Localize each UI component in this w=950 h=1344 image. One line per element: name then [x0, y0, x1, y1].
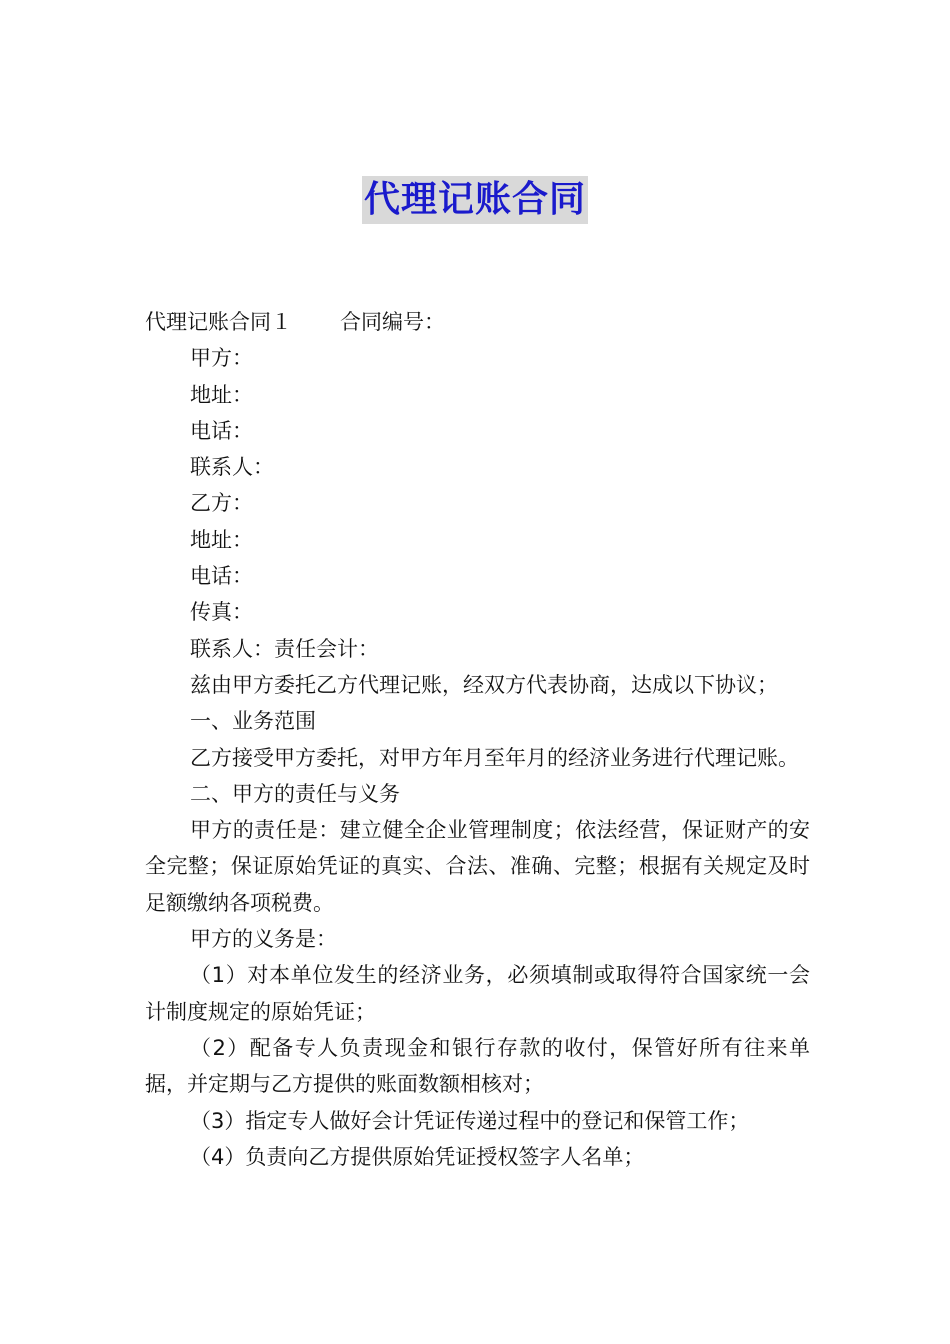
party-b-label: 乙方： — [190, 491, 253, 516]
section1-text: 乙方接受甲方委托，对甲方年月至年月的经济业务进行代理记账。 — [190, 745, 799, 770]
contract-number-label: 合同编号： — [340, 310, 445, 334]
party-a-obligation-heading: 甲方的义务是： — [190, 927, 337, 952]
heading-line — [145, 304, 810, 340]
party-b-phone: 电话： — [190, 564, 253, 589]
party-b-contact: 联系人：责任会计： — [190, 636, 379, 661]
party-a-responsibility: 甲方的责任是：建立健全企业管理制度；依法经营，保证财产的安全完整；保证原始凭证的真实、合法、准确、完整；根据有关规定及时足额缴纳各项税费。 — [145, 818, 810, 915]
party-a-address: 地址： — [190, 382, 253, 407]
party-a-label: 甲方： — [190, 346, 253, 371]
section2-heading: 二、甲方的责任与义务 — [190, 781, 400, 806]
intro-paragraph: 兹由甲方委托乙方代理记账，经双方代表协商，达成以下协议； — [190, 672, 778, 697]
obligation-item: （4）负责向乙方提供原始凭证授权签字人名单； — [190, 1144, 645, 1169]
party-a-contact: 联系人： — [190, 455, 274, 480]
title-container — [0, 176, 950, 224]
party-b-fax: 传真： — [190, 600, 253, 625]
party-b-address: 地址： — [190, 527, 253, 552]
section1-heading: 一、业务范围 — [190, 709, 316, 734]
obligation-item: （1）对本单位发生的经济业务，必须填制或取得符合国家统一会计制度规定的原始凭证； — [145, 963, 810, 1024]
obligation-item: （2）配备专人负责现金和银行存款的收付，保管好所有往来单据，并定期与乙方提供的账面数额相核对； — [145, 1035, 810, 1097]
obligation-item: （3）指定专人做好会计凭证传递过程中的登记和保管工作； — [190, 1108, 750, 1133]
document-title: 代理记账合同 — [362, 176, 588, 224]
party-a-phone: 电话： — [190, 418, 253, 443]
document-body — [145, 304, 810, 1175]
contract-heading: 代理记账合同１ — [145, 310, 292, 334]
